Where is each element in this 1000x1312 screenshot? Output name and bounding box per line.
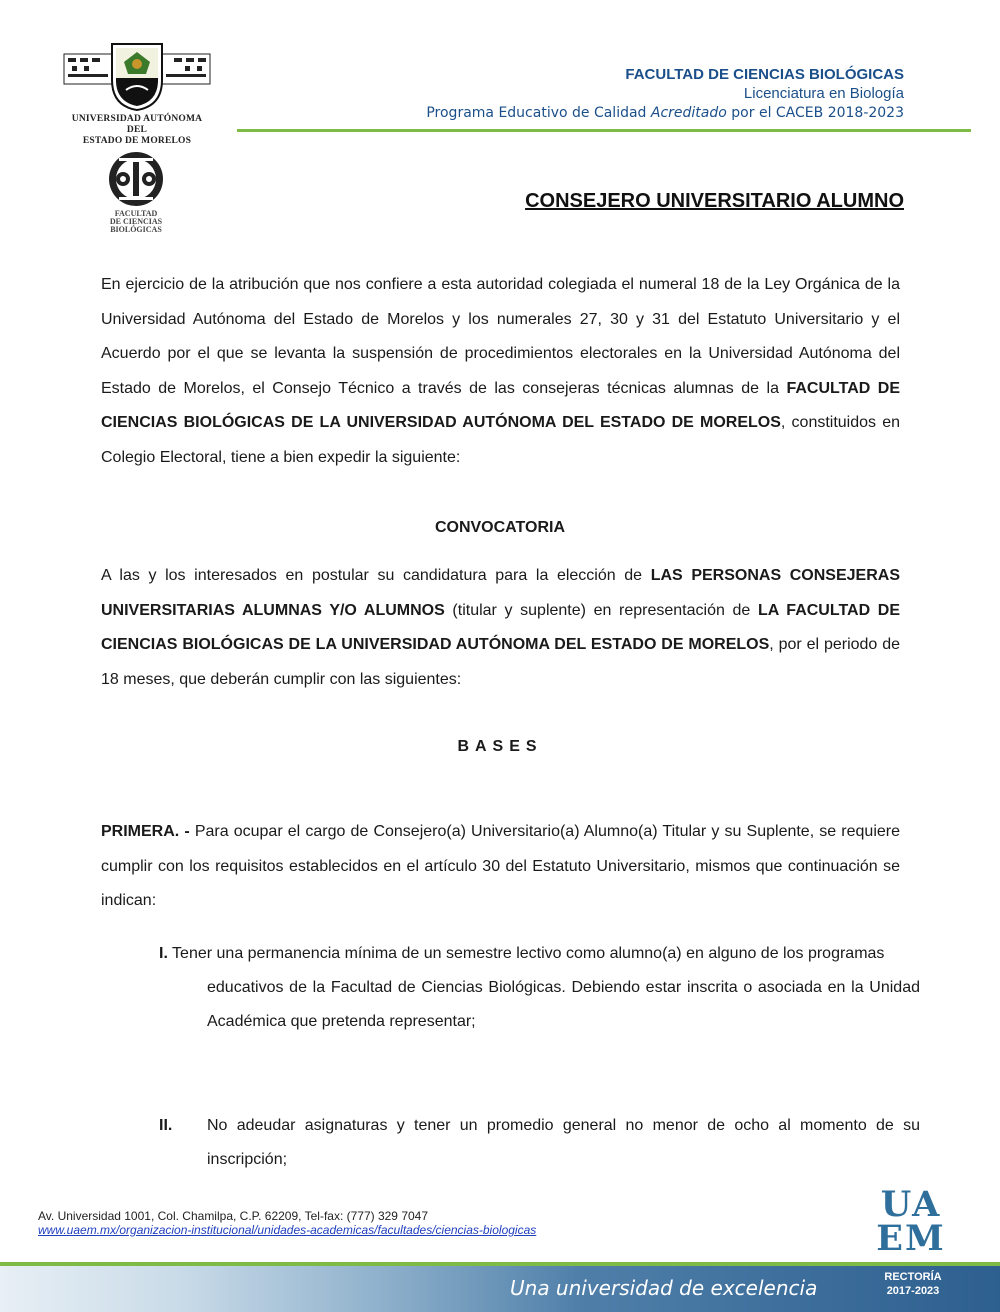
uaem-mark-ua: UA <box>880 1184 942 1225</box>
programa-caceb: por el CACEB 2018-2023 <box>726 105 904 121</box>
programa-text: Programa Educativo de Calidad <box>426 105 651 121</box>
rectoria-label: RECTORÍA <box>884 1271 942 1283</box>
requisito-1-text: Tener una permanencia mínima de un semestre lectivo como alumno(a) en alguno de los programas <box>167 945 885 962</box>
convocatoria-heading: CONVOCATORIA <box>434 519 566 536</box>
requisito-2-num <box>159 1109 172 1143</box>
intro-text-end: , constituidos en Colegio Electoral, tiene a bien expedir la siguiente: <box>101 414 901 466</box>
primera-label: PRIMERA. - <box>101 823 190 840</box>
uaem-mark-em: EM <box>876 1218 946 1259</box>
header-licenciatura: Licenciatura en Biología <box>743 85 904 102</box>
bases-heading <box>0 738 1000 756</box>
convocatoria-text: A las y los interesados en postular su candidatura para la elección de <box>101 567 651 584</box>
university-name-line2: ESTADO DE MORELOS <box>82 136 192 146</box>
university-name <box>62 114 212 147</box>
convocatoria-bold-consejeras: LAS PERSONAS CONSEJERAS UNIVERSITARIAS ALUMNAS Y/O ALUMNOS <box>101 567 900 619</box>
rectoria-badge <box>870 1270 956 1298</box>
bases-heading-text: BASES <box>457 738 543 755</box>
convocatoria-text-mid: (titular y suplente) en representación de <box>444 601 758 619</box>
footer-band <box>0 1266 1000 1312</box>
header-faculty: FACULTAD DE CIENCIAS BIOLÓGICAS <box>625 66 904 83</box>
faculty-emblem-icon <box>106 150 166 208</box>
university-name-line1: UNIVERSIDAD AUTÓNOMA DEL <box>71 114 203 135</box>
faculty-logo-text <box>96 210 176 234</box>
convocatoria-paragraph <box>101 559 900 697</box>
footer-url-link[interactable]: www.uaem.mx/organizacion-institucional/unidades-academicas/facultades/ciencias-biologicas <box>38 1223 537 1237</box>
intro-paragraph <box>101 268 900 475</box>
footer-address-block <box>38 1209 536 1237</box>
header-programa <box>426 103 904 124</box>
rectoria-period: 2017-2023 <box>886 1285 940 1297</box>
header-info <box>426 66 904 124</box>
uaem-wordmark <box>876 1184 946 1259</box>
uaem-logo <box>62 40 212 147</box>
faculty-logo-line3: BIOLÓGICAS <box>110 225 162 234</box>
intro-faculty-bold: FACULTAD DE CIENCIAS BIOLÓGICAS DE LA UNIVERSIDAD AUTÓNOMA DEL ESTADO DE MORELOS <box>101 379 901 431</box>
header-divider <box>237 129 971 132</box>
requisito-1-first-line <box>159 937 919 971</box>
faculty-logo <box>96 150 176 234</box>
footer-address: Av. Universidad 1001, Col. Chamilpa, C.P. 62209, Tel-fax: (777) 329 7047 <box>38 1209 429 1223</box>
faculty-logo-line2: DE CIENCIAS <box>109 217 163 226</box>
requisito-1-num: I. <box>159 945 168 962</box>
requisito-2-num-text: II. <box>159 1117 173 1134</box>
requisito-2-text: No adeudar asignaturas y tener un promedio general no menor de ocho al momento de su inscripción; <box>207 1117 920 1168</box>
faculty-logo-line1: FACULTAD <box>114 209 158 218</box>
programa-acreditado: Acreditado <box>650 105 727 121</box>
convocatoria-bold-faculty: LA FACULTAD DE CIENCIAS BIOLÓGICAS DE LA UNIVERSIDAD AUTÓNOMA DEL ESTADO DE MORELOS <box>101 601 900 653</box>
primera-paragraph <box>101 815 900 919</box>
document-title: CONSEJERO UNIVERSITARIO ALUMNO <box>525 190 904 212</box>
requisito-1-rest: educativos de la Facultad de Ciencias Biológicas. Debiendo estar inscrita o asociada en la Unidad Académica que pretenda representar; <box>207 979 920 1030</box>
uaem-crest-icon <box>62 40 212 112</box>
convocatoria-text-end: , por el periodo de 18 meses, que deberán cumplir con las siguientes: <box>101 636 900 688</box>
footer-slogan: Una universidad de excelencia <box>510 1276 818 1300</box>
primera-text: Para ocupar el cargo de Consejero(a) Universitario(a) Alumno(a) Titular y su Suplente, se requiere cumplir con los requisitos establecidos en el artículo 30 del Estatuto Universitario, mismos que continuación se indican: <box>101 823 901 909</box>
intro-text: En ejercicio de la atribución que nos confiere a esta autoridad colegiada el numeral 18 de la Ley Orgánica de la Universidad Autónoma del Estado de Morelos y los numerales 27, 30 y 31 del Estatuto Universitario y el Acuerdo por el que se levanta la suspensión de procedimientos electorales en la Universidad Autónoma del Estado de Morelos, el Consejo Técnico a través de las consejeras técnicas alumnas de la <box>101 276 900 397</box>
